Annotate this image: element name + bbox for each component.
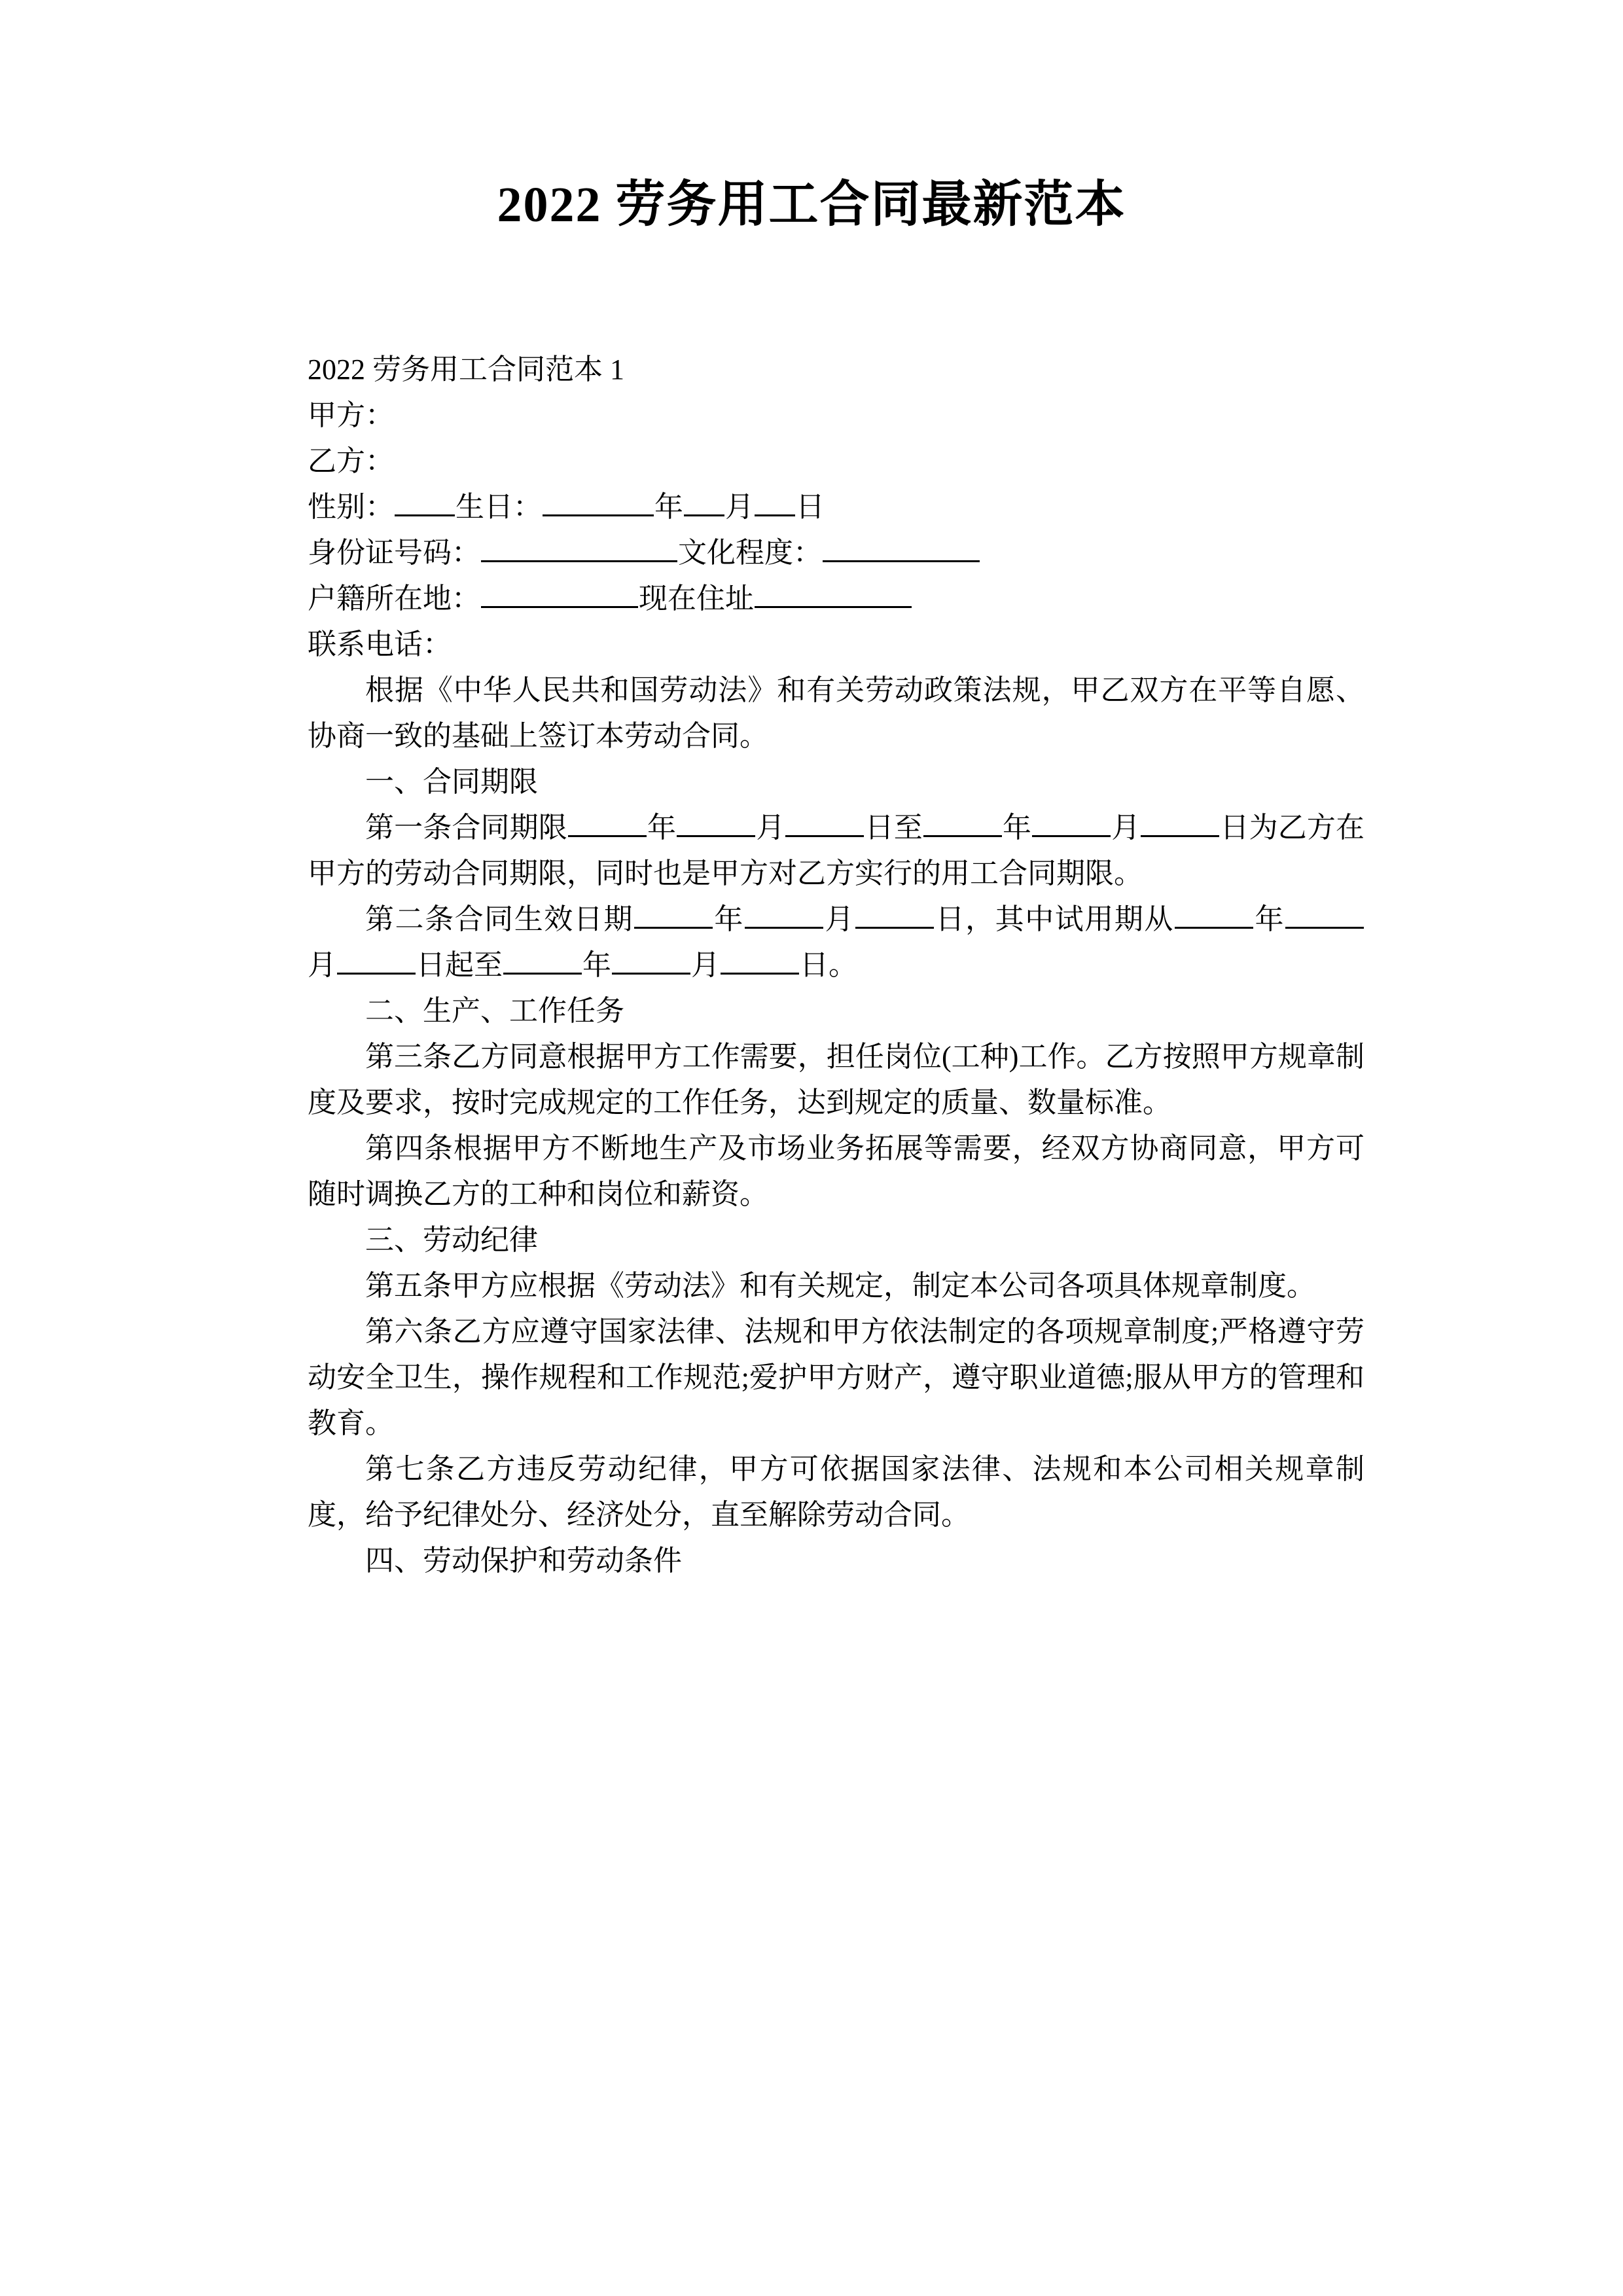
birth-day-unit: 日 [796, 491, 825, 523]
article-2-end: 日。 [800, 949, 857, 981]
a2-month-2: 月 [308, 949, 336, 981]
section-heading-2: 二、生产、工作任务 [365, 995, 624, 1027]
article-2-eff-day-blank[interactable] [855, 901, 934, 929]
article-1-tail: 日为乙方在甲方的劳动合同期限，同时也是甲方对乙方实行的用工合同期限。 [308, 812, 1365, 889]
article-1-paragraph [308, 805, 1364, 897]
article-2-probation-end-month-blank[interactable] [612, 946, 690, 975]
preamble-paragraph: 根据《中华人民共和国劳动法》和有关劳动政策法规，甲乙双方在平等自愿、协商一致的基础上签订本劳动合同。 [308, 674, 1364, 752]
current-address-label: 现在住址 [639, 583, 754, 615]
article-1-end-day-blank[interactable] [1141, 809, 1219, 837]
household-label: 户籍所在地： [308, 583, 480, 615]
article-7-paragraph: 第七条乙方违反劳动纪律，甲方可依据国家法律、法规和本公司相关规章制度，给予纪律处分、经济处分，直至解除劳动合同。 [308, 1453, 1364, 1531]
id-number-blank[interactable] [481, 534, 677, 562]
birth-year-blank[interactable] [543, 488, 654, 516]
birth-month-unit: 月 [725, 491, 754, 523]
article-5-paragraph: 第五条甲方应根据《劳动法》和有关规定，制定本公司各项具体规章制度。 [365, 1270, 1315, 1302]
article-2-probation-start-year-blank[interactable] [1175, 901, 1253, 929]
section-heading-4: 四、劳动保护和劳动条件 [365, 1545, 682, 1577]
a2-year-3: 年 [582, 949, 611, 981]
document-subtitle: 2022 劳务用工合同范本 1 [308, 353, 624, 386]
article-2-probation-end-day-blank[interactable] [721, 946, 799, 975]
a1-year-1: 年 [647, 812, 677, 844]
birthday-label: 生日： [455, 491, 542, 523]
gender-birthday-line [308, 484, 1364, 530]
id-education-line [308, 530, 1364, 576]
household-blank[interactable] [481, 580, 638, 608]
article-2-eff-year-blank[interactable] [634, 901, 713, 929]
a1-month-2: 月 [1111, 812, 1141, 844]
household-address-line [308, 576, 1364, 622]
article-4-paragraph: 第四条根据甲方不断地生产及市场业务拓展等需要，经双方协商同意，甲方可随时调换乙方的工种和岗位和薪资。 [308, 1132, 1364, 1210]
phone-line: 联系电话： [308, 628, 452, 660]
page-title: 2022 劳务用工合同最新范本 [497, 177, 1126, 232]
article-2-probation-start-month-blank[interactable] [1285, 901, 1364, 929]
party-b-line: 乙方： [308, 445, 394, 477]
article-1-start-year-blank[interactable] [568, 809, 647, 837]
article-6-paragraph: 第六条乙方应遵守国家法律、法规和甲方依法制定的各项规章制度;严格遵守劳动安全卫生，操作规程和工作规范;爱护甲方财产，遵守职业道德;服从甲方的管理和教育。 [308, 1316, 1364, 1439]
section-heading-3: 三、劳动纪律 [365, 1224, 538, 1256]
party-a-line: 甲方： [308, 399, 394, 431]
gender-blank[interactable] [395, 488, 455, 516]
article-2-probation-start-day-blank[interactable] [337, 946, 416, 975]
a2-year-2: 年 [1253, 903, 1285, 935]
education-label: 文化程度： [678, 537, 822, 569]
article-3-paragraph: 第三条乙方同意根据甲方工作需要，担任岗位(工种)工作。乙方按照甲方规章制度及要求，按时完成规定的工作任务，达到规定的质量、数量标准。 [308, 1041, 1364, 1119]
gender-label: 性别： [308, 491, 394, 523]
a2-year-1: 年 [713, 903, 744, 935]
article-1-lead: 第一条合同期限 [365, 812, 567, 844]
current-address-blank[interactable] [755, 580, 912, 608]
article-2-probation-end-year-blank[interactable] [503, 946, 582, 975]
article-2-lead: 第二条合同生效日期 [365, 903, 633, 935]
a2-month-1: 月 [823, 903, 855, 935]
birth-year-unit: 年 [654, 491, 683, 523]
article-2-paragraph [308, 897, 1364, 988]
article-1-mid-to: 日至 [865, 812, 923, 844]
article-1-start-day-blank[interactable] [785, 809, 864, 837]
article-1-start-month-blank[interactable] [677, 809, 755, 837]
article-1-end-year-blank[interactable] [923, 809, 1002, 837]
a1-month-1: 月 [756, 812, 785, 844]
education-blank[interactable] [823, 534, 980, 562]
a1-year-2: 年 [1002, 812, 1032, 844]
article-2-eff-month-blank[interactable] [745, 901, 823, 929]
article-2-tail: 日起至 [416, 949, 503, 981]
birth-month-blank[interactable] [684, 488, 724, 516]
document-body [308, 347, 1364, 1584]
birth-day-blank[interactable] [755, 488, 795, 516]
a2-month-3: 月 [691, 949, 720, 981]
article-2-mid: 日，其中试用期从 [935, 903, 1174, 935]
section-heading-1: 一、合同期限 [365, 766, 538, 798]
article-1-end-month-blank[interactable] [1032, 809, 1111, 837]
id-number-label: 身份证号码： [308, 537, 480, 569]
